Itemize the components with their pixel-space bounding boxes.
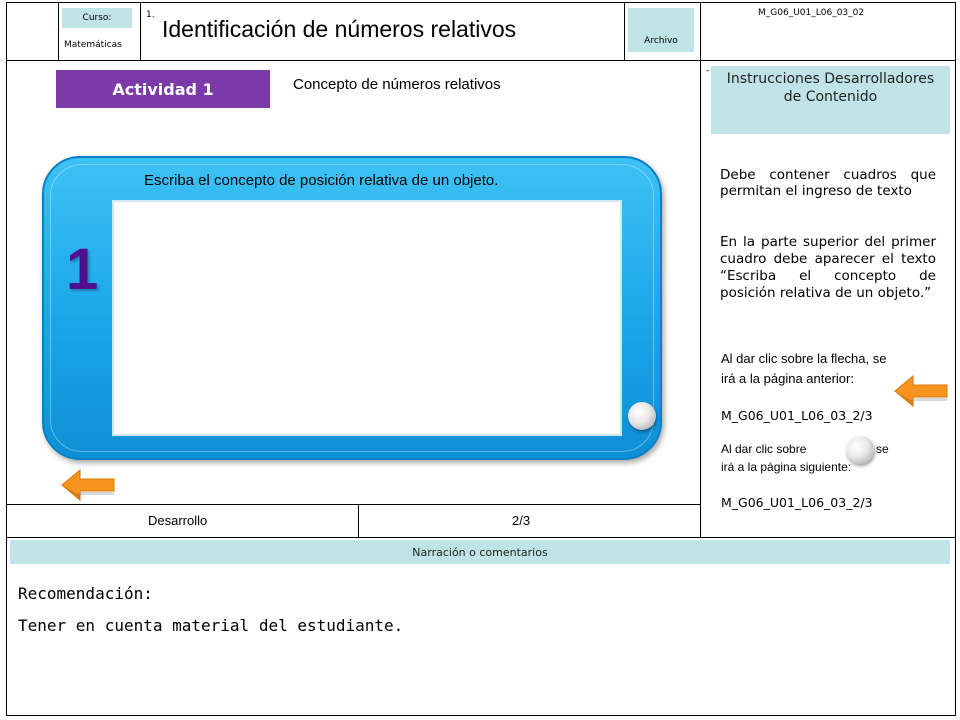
frame-right (955, 2, 956, 716)
activity-dot: - (706, 66, 710, 76)
stage-label: Desarrollo (148, 513, 208, 528)
instructions-next-line1a: Al dar clic sobre (721, 442, 807, 456)
header-col4 (700, 2, 701, 60)
frame-top (6, 2, 956, 3)
header-col2 (140, 2, 141, 60)
page-indicator: 2/3 (512, 513, 531, 528)
next-button-icon[interactable] (628, 402, 656, 430)
instructions-p1: Debe contener cuadros que permitan el ingreso de texto (720, 167, 936, 199)
file-label-text: Archivo (644, 36, 678, 46)
instructions-next-code: M_G06_U01_L06_03_2/3 (721, 495, 873, 510)
frame-left (6, 2, 7, 716)
index-number: 1. (146, 10, 155, 20)
page-title: Identificación de números relativos (162, 16, 517, 42)
file-label (628, 8, 694, 52)
content-right-divider (700, 60, 701, 537)
instructions-prev-code: M_G06_U01_L06_03_2/3 (721, 408, 873, 423)
recommendation-title: Recomendación: (18, 584, 153, 603)
course-label: Curso: (62, 8, 132, 28)
dev-row-bottom (6, 537, 956, 538)
instructions-prev-line2: irá a la página anterior: (721, 371, 854, 386)
activity-badge: Actividad 1 (56, 70, 270, 108)
instructions-next-line2: irá a la página siguiente: (721, 460, 852, 474)
instructions-prev-line1: Al dar clic sobre la flecha, se (721, 351, 887, 366)
narration-heading: Narración o comentarios (10, 540, 950, 564)
header-divider (6, 60, 956, 61)
tablet-prompt: Escriba el concepto de posición relativa de un objeto. (144, 172, 499, 189)
activity-number: 1 (66, 237, 99, 302)
instructions-next-line1b: se (876, 442, 889, 456)
course-value: Matemáticas (64, 40, 122, 50)
instructions-heading: Instrucciones Desarrolladores de Contenido (711, 66, 950, 134)
file-code: M_G06_U01_L06_03_02 (758, 8, 865, 18)
recommendation-text: Tener en cuenta material del estudiante. (18, 616, 404, 635)
instructions-p2: En la parte superior del primer cuadro debe aparecer el texto “Escriba el concepto de posición relativa de un objeto.” (720, 234, 936, 301)
arrow-left-icon (893, 374, 949, 408)
frame-bottom (6, 715, 956, 716)
dev-row-mid (358, 504, 359, 537)
header-col3 (624, 2, 625, 60)
concept-text-input[interactable] (112, 200, 622, 436)
header-col1 (58, 2, 59, 60)
arrow-left-icon[interactable] (60, 468, 116, 502)
activity-concept: Concepto de números relativos (293, 76, 501, 93)
dev-row-top (6, 504, 700, 505)
